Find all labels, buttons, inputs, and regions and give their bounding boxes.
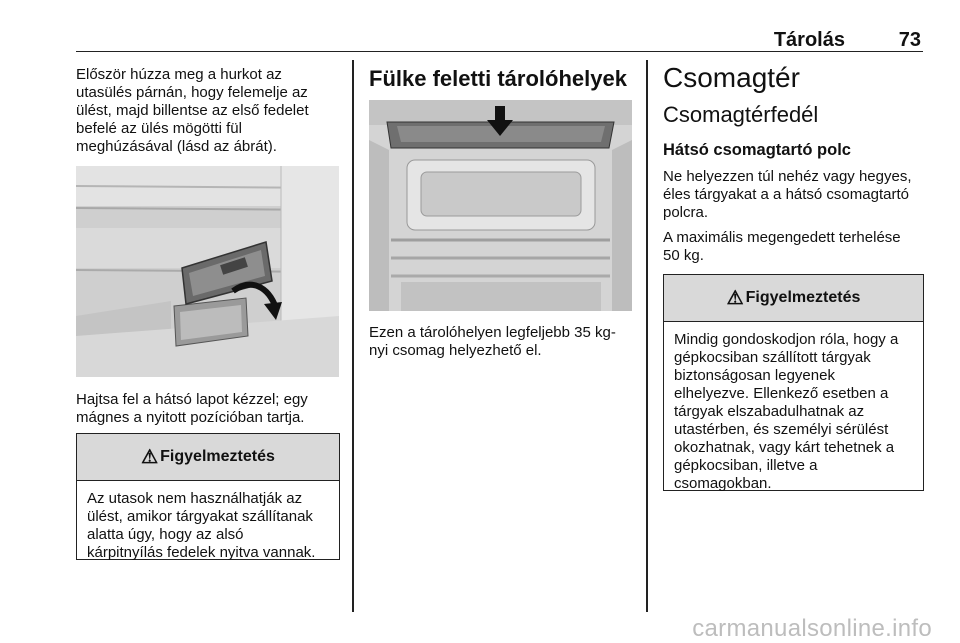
column-3 xyxy=(663,62,928,265)
warning-box xyxy=(663,274,924,491)
warning-triangle-icon: ⚠ xyxy=(141,446,159,468)
column-2 xyxy=(369,66,639,92)
section-heading: Fülke feletti tárolóhelyek xyxy=(369,66,627,91)
max-load-text: A maximális megengedett terhelése 50 kg. xyxy=(663,229,901,264)
topic-heading: Hátsó csomagtartó polc xyxy=(663,141,851,159)
page-number: 73 xyxy=(898,29,921,51)
warning-title: Figyelmeztetés xyxy=(745,289,861,306)
caption-block xyxy=(76,391,348,427)
column-1 xyxy=(76,66,348,156)
column-2-text xyxy=(369,324,644,360)
shelf-text: Ne helyezzen túl nehéz vagy hegyes, éles tárgyakat a a hátsó csomagtartó polcra. xyxy=(663,168,912,221)
overhead-storage-illustration xyxy=(369,100,632,311)
section-title: Tárolás xyxy=(773,29,845,51)
warning-header xyxy=(664,275,923,322)
chapter-heading: Csomagtér xyxy=(663,62,800,93)
intro-text: Először húzza meg a hurkot az utasülés párnán, hogy felemelje az ülést, majd billentse az első fedelet befelé az ülés mögötti fül meghúzásával (lásd az ábrát). xyxy=(76,66,309,155)
warning-header xyxy=(77,434,339,481)
storage-limit-text: Ezen a tárolóhelyen legfeljebb 35 kg- nyi csomag helyezhető el. xyxy=(369,324,616,359)
column-divider xyxy=(352,60,354,612)
warning-triangle-icon: ⚠ xyxy=(726,287,744,309)
subsection-heading: Csomagtérfedél xyxy=(663,102,819,127)
warning-text: Mindig gondoskodjon róla, hogy a gépkocsiban szállított tárgyak biztonságosan legyenek elhelyezve. Ellenkező esetben a tárgyak elszabadulhatnak az utastérben, és személyi sérülést okozhatnak, vagy kárt tehetnek a gépkocsiban, illetve a csomagokban. xyxy=(674,331,899,492)
warning-title: Figyelmeztetés xyxy=(160,448,275,465)
watermark: carmanualsonline.info xyxy=(692,615,932,642)
warning-box xyxy=(76,433,340,560)
caption-text: Hajtsa fel a hátsó lapot kézzel; egy mágnes a nyitott pozícióban tartja. xyxy=(76,391,308,426)
warning-text: Az utasok nem használhatják az ülést, amikor tárgyakat szállítanak alatta úgy, hogy az alsó kárpitnyílás fedelek nyitva vannak. xyxy=(87,490,316,561)
column-divider xyxy=(646,60,648,612)
page-header xyxy=(76,29,923,52)
seat-storage-illustration xyxy=(76,166,339,377)
